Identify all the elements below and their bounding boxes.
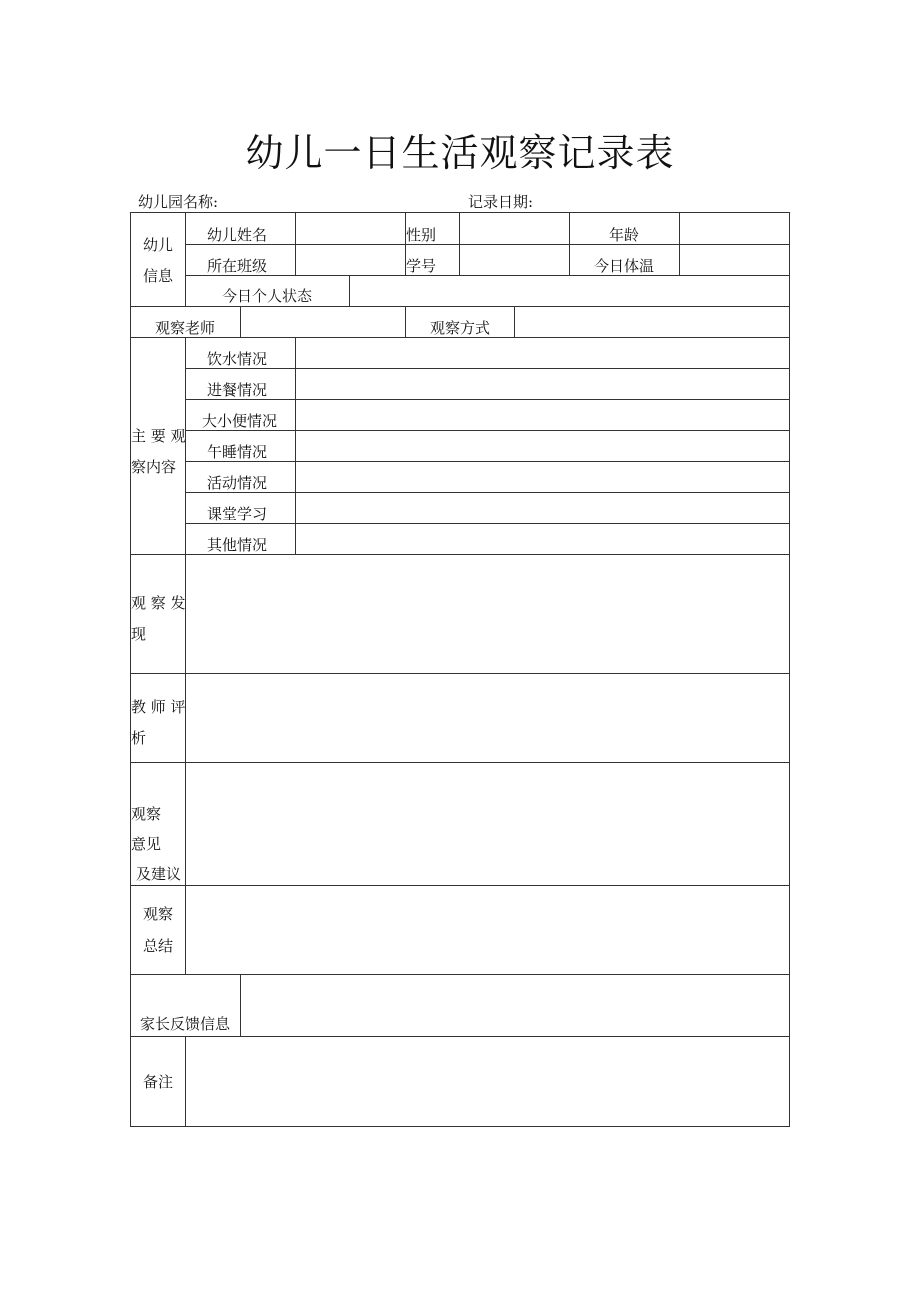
teacher-review-field[interactable] [186, 674, 789, 762]
teacher-review-label-2: 析 [131, 729, 147, 747]
suggestions-label-3: 及建议 [136, 865, 182, 883]
summary-label: 观察 [143, 905, 174, 923]
main-item-label: 活动情况 [207, 474, 268, 492]
observation-method-label: 观察方式 [430, 319, 491, 337]
main-item-label: 午睡情况 [207, 443, 268, 461]
findings-field[interactable] [186, 555, 789, 673]
drinking-field[interactable] [296, 338, 789, 368]
class-label: 所在班级 [207, 257, 268, 275]
findings-label: 观 察 发 [131, 594, 186, 612]
class-learning-field[interactable] [296, 493, 789, 523]
age-label: 年龄 [609, 226, 640, 244]
nap-field[interactable] [296, 431, 789, 461]
observer-teacher-field[interactable] [241, 307, 405, 337]
personal-status-field[interactable] [350, 276, 789, 306]
gender-label: 性别 [406, 226, 437, 244]
suggestions-field[interactable] [186, 763, 789, 885]
page-title: 幼儿一日生活观察记录表 [245, 131, 675, 175]
kindergarten-name-label: 幼儿园名称: [138, 193, 219, 211]
main-item-label: 其他情况 [207, 536, 268, 554]
main-item-label: 大小便情况 [202, 412, 278, 430]
temperature-label: 今日体温 [594, 257, 655, 275]
student-id-field[interactable] [460, 245, 569, 275]
summary-label-2: 总结 [143, 937, 174, 955]
main-item-label: 饮水情况 [207, 350, 268, 368]
remarks-field[interactable] [186, 1037, 789, 1126]
summary-field[interactable] [186, 886, 789, 974]
suggestions-label: 观察 [131, 805, 162, 823]
findings-label-2: 现 [131, 625, 147, 643]
child-info-section-label: 幼儿 [143, 236, 174, 254]
age-field[interactable] [680, 213, 789, 244]
other-field[interactable] [296, 524, 789, 554]
record-date-label: 记录日期: [468, 193, 534, 211]
main-item-label: 进餐情况 [207, 381, 268, 399]
gender-field[interactable] [460, 213, 569, 244]
main-content-section-label: 主 要 观 [131, 427, 186, 445]
activity-field[interactable] [296, 462, 789, 492]
observation-method-field[interactable] [515, 307, 789, 337]
child-info-section-label-2: 信息 [143, 267, 174, 285]
temperature-field[interactable] [680, 245, 789, 275]
child-name-label: 幼儿姓名 [207, 226, 268, 244]
observer-teacher-label: 观察老师 [155, 319, 216, 337]
suggestions-label-2: 意见 [131, 835, 162, 853]
parent-feedback-label: 家长反馈信息 [140, 1015, 231, 1033]
remarks-label: 备注 [143, 1073, 174, 1091]
student-id-label: 学号 [406, 257, 437, 275]
main-item-label: 课堂学习 [207, 505, 268, 523]
class-field[interactable] [296, 245, 405, 275]
main-content-section-label-2: 察内容 [131, 458, 177, 476]
toileting-field[interactable] [296, 400, 789, 430]
teacher-review-label: 教 师 评 [131, 698, 186, 716]
personal-status-label: 今日个人状态 [222, 287, 313, 305]
parent-feedback-field[interactable] [241, 975, 789, 1036]
eating-field[interactable] [296, 369, 789, 399]
child-name-field[interactable] [296, 213, 405, 244]
